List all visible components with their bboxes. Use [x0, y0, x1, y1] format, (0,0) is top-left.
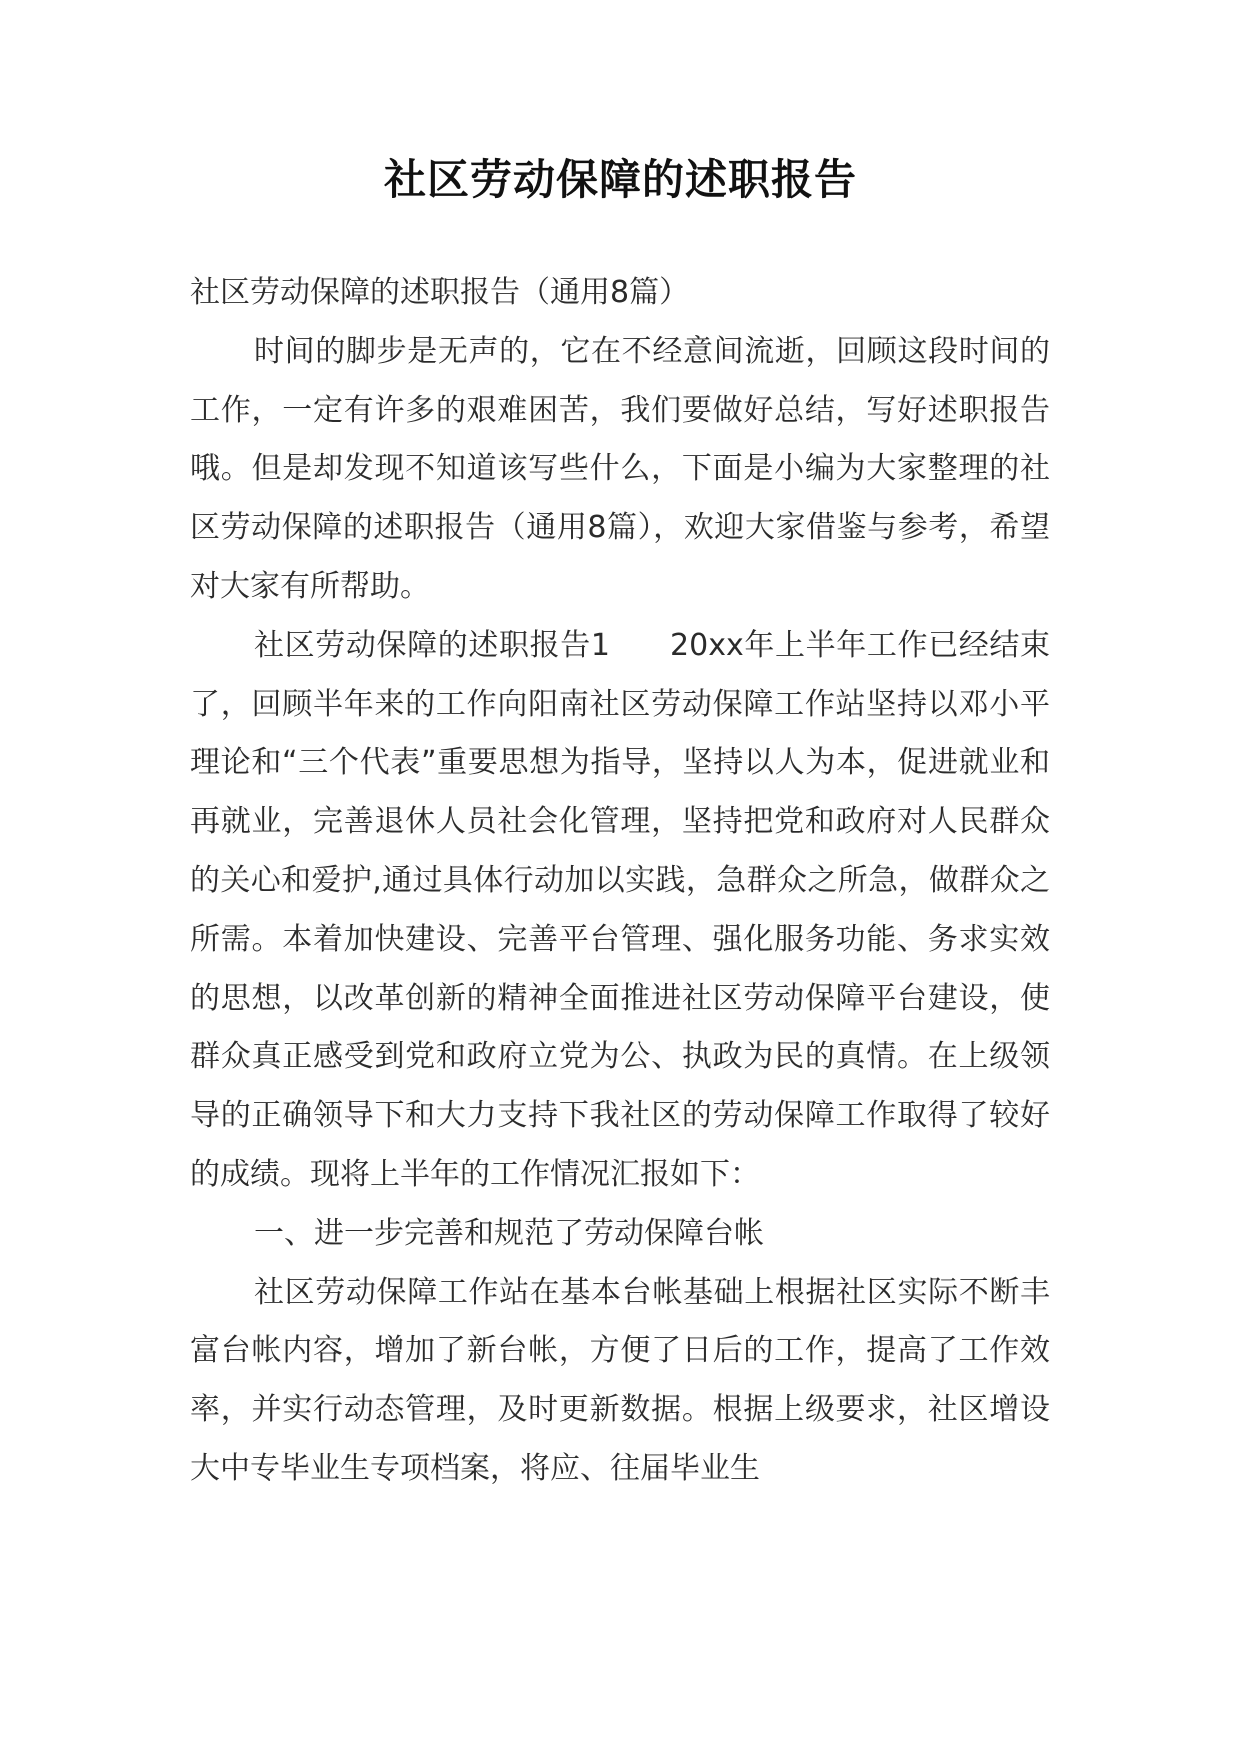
- section1-heading: 一、进一步完善和规范了劳动保障台帐: [254, 1215, 764, 1251]
- report1-heading: 社区劳动保障的述职报告1: [254, 627, 611, 663]
- document-body: [190, 264, 1050, 1499]
- report1-paragraph: [190, 617, 1050, 1205]
- page-title: 社区劳动保障的述职报告: [383, 155, 857, 204]
- intro-paragraph: 时间的脚步是无声的，它在不经意间流逝，回顾这段时间的工作，一定有许多的艰难困苦，我们要做好总结，写好述职报告哦。但是却发现不知道该写些什么，下面是小编为大家整理的社区劳动保障的述职报告（通用8篇），欢迎大家借鉴与参考，希望对大家有所帮助。: [190, 333, 1050, 604]
- document-subtitle: 社区劳动保障的述职报告（通用8篇）: [190, 275, 690, 310]
- section1-paragraph: 社区劳动保障工作站在基本台帐基础上根据社区实际不断丰富台帐内容，增加了新台帐，方便了日后的工作，提高了工作效率，并实行动态管理，及时更新数据。根据上级要求，社区增设大中专毕业生专项档案，将应、往届毕业生: [190, 1274, 1050, 1486]
- report1-body: 20xx年上半年工作已经结束了，回顾半年来的工作向阳南社区劳动保障工作站坚持以邓小平理论和“三个代表”重要思想为指导，坚持以人为本，促进就业和再就业，完善退休人员社会化管理，坚持把党和政府对人民群众的关心和爱护,通过具体行动加以实践，急群众之所急，做群众之所需。本着加快建设、完善平台管理、强化服务功能、务求实效的思想，以改革创新的精神全面推进社区劳动保障平台建设，使群众真正感受到党和政府立党为公、执政为民的真情。在上级领导的正确领导下和大力支持下我社区的劳动保障工作取得了较好的成绩。现将上半年的工作情况汇报如下：: [190, 627, 1050, 1192]
